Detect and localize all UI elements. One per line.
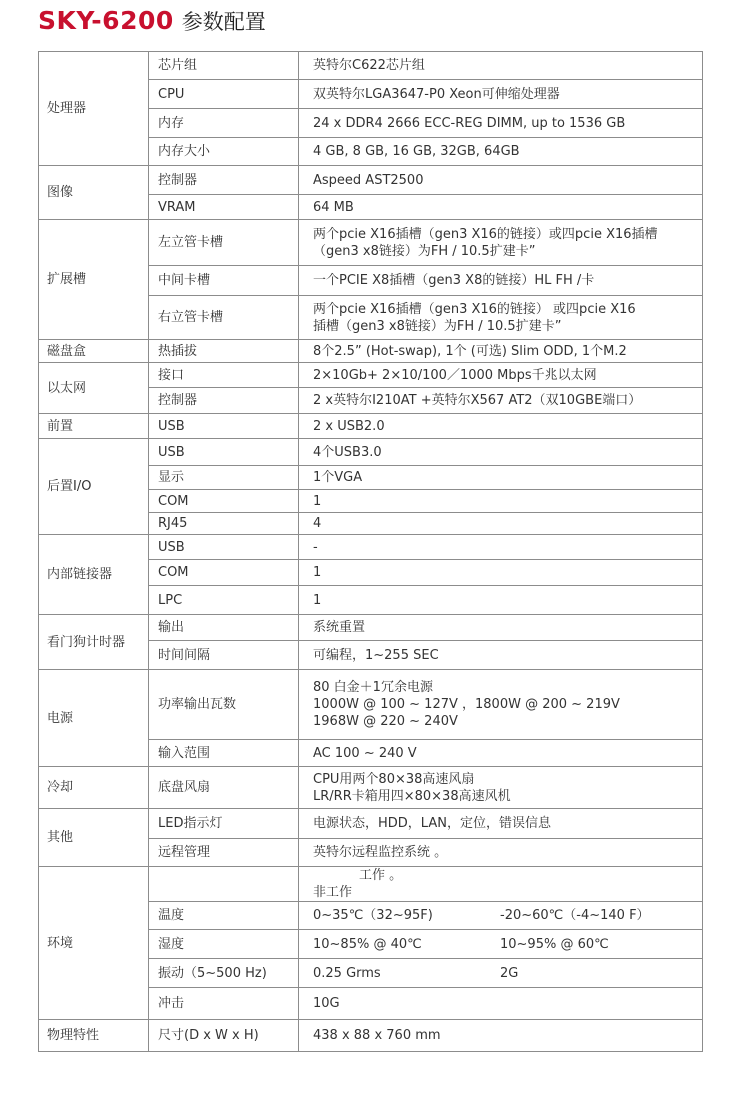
- item-cell: 尺寸(D x W x H): [149, 1020, 299, 1052]
- table-row: [39, 363, 703, 388]
- category-cell: 后置I/O: [39, 439, 149, 535]
- item-cell: [149, 867, 299, 902]
- value-cell: [299, 513, 703, 535]
- category-cell: 以太网: [39, 363, 149, 414]
- table-row: [39, 615, 703, 641]
- page-title: [38, 6, 266, 42]
- item-cell: 内存: [149, 109, 299, 138]
- non-operating-value: 2G: [500, 965, 519, 981]
- item-cell: 底盘风扇: [149, 767, 299, 809]
- item-cell: 芯片组: [149, 52, 299, 80]
- value-cell: [299, 109, 703, 138]
- value-line: 2 x英特尔I210AT +英特尔X567 AT2（双10GBE端口）: [313, 393, 642, 408]
- table-row: [39, 535, 703, 560]
- item-cell: 湿度: [149, 930, 299, 959]
- item-cell: RJ45: [149, 513, 299, 535]
- item-cell: 接口: [149, 363, 299, 388]
- operating-value: 工作 。: [359, 868, 403, 883]
- value-cell: [299, 1020, 703, 1052]
- item-cell: USB: [149, 414, 299, 439]
- value-cell: [299, 615, 703, 641]
- category-cell: 冷却: [39, 767, 149, 809]
- value-cell: [299, 80, 703, 109]
- non-operating-value: 非工作: [313, 885, 353, 900]
- operating-value: 0.25 Grms: [313, 965, 381, 981]
- item-cell: CPU: [149, 80, 299, 109]
- value-line: 4 GB, 8 GB, 16 GB, 32GB, 64GB: [313, 144, 520, 159]
- value-line: 1个VGA: [313, 470, 363, 485]
- value-line: 1: [313, 592, 322, 608]
- value-line: 英特尔C622芯片组: [313, 58, 425, 73]
- table-row: [39, 414, 703, 439]
- item-cell: USB: [149, 439, 299, 466]
- item-cell: 显示: [149, 466, 299, 490]
- value-line: -: [313, 539, 318, 555]
- value-cell: [299, 560, 703, 586]
- value-cell: [299, 439, 703, 466]
- table-row: [39, 166, 703, 195]
- item-cell: 输出: [149, 615, 299, 641]
- value-line: 1968W @ 220 ~ 240V: [313, 714, 458, 729]
- value-line: 1000W @ 100 ~ 127V ，1800W @ 200 ~ 219V: [313, 697, 620, 712]
- value-line: 两个pcie X16插槽（gen3 X16的链接） 或四pcie X16: [313, 301, 636, 317]
- item-cell: 右立管卡槽: [149, 296, 299, 340]
- item-cell: 中间卡槽: [149, 266, 299, 296]
- value-cell: [299, 839, 703, 867]
- value-cell: [299, 340, 703, 363]
- item-cell: LPC: [149, 586, 299, 615]
- value-cell: [299, 490, 703, 513]
- value-cell: [299, 296, 703, 340]
- value-line: （gen3 x8链接）为FH / 10.5扩建卡”: [313, 243, 536, 259]
- value-cell: [299, 220, 703, 266]
- value-line: AC 100 ~ 240 V: [313, 745, 417, 761]
- value-cell: [299, 52, 703, 80]
- value-line: Aspeed AST2500: [313, 172, 424, 188]
- item-cell: 功率输出瓦数: [149, 670, 299, 740]
- item-cell: COM: [149, 560, 299, 586]
- table-row: [39, 1020, 703, 1052]
- value-cell: [299, 586, 703, 615]
- value-cell: [299, 670, 703, 740]
- value-line: 438 x 88 x 760 mm: [313, 1028, 441, 1043]
- value-cell: [299, 959, 703, 988]
- value-cell: [299, 809, 703, 839]
- item-cell: 内存大小: [149, 138, 299, 166]
- title-text: 参数配置: [181, 10, 266, 34]
- value-cell: [299, 867, 703, 902]
- item-cell: 输入范围: [149, 740, 299, 767]
- value-cell: [299, 641, 703, 670]
- value-line: CPU用两个80×38高速风扇: [313, 771, 475, 787]
- value-cell: [299, 466, 703, 490]
- value-cell: [299, 388, 703, 414]
- value-cell: [299, 266, 703, 296]
- value-line: 2×10Gb+ 2×10/100／1000 Mbps千兆以太网: [313, 367, 597, 383]
- item-cell: USB: [149, 535, 299, 560]
- value-line: 电源状态，HDD，LAN，定位，错误信息: [313, 816, 551, 831]
- item-cell: 振动（5~500 Hz): [149, 959, 299, 988]
- non-operating-value: 10~95% @ 60℃: [500, 936, 609, 952]
- value-cell: [299, 930, 703, 959]
- value-line: 4个USB3.0: [313, 444, 382, 460]
- category-cell: 处理器: [39, 52, 149, 166]
- value-cell: [299, 902, 703, 930]
- value-line: 2 x USB2.0: [313, 418, 385, 434]
- value-line: 24 x DDR4 2666 ECC-REG DIMM, up to 1536 GB: [313, 115, 626, 131]
- value-cell: [299, 740, 703, 767]
- value-line: 系统重置: [313, 620, 366, 635]
- value-cell: [299, 166, 703, 195]
- value-line: 1: [313, 493, 322, 509]
- value-line: 64 MB: [313, 199, 354, 215]
- item-cell: 左立管卡槽: [149, 220, 299, 266]
- spec-table: [38, 51, 703, 1052]
- item-cell: 热插拔: [149, 340, 299, 363]
- item-cell: VRAM: [149, 195, 299, 220]
- category-cell: 其他: [39, 809, 149, 867]
- item-cell: LED指示灯: [149, 809, 299, 839]
- value-cell: [299, 195, 703, 220]
- category-cell: 环境: [39, 867, 149, 1020]
- value-line: 10G: [313, 996, 340, 1011]
- value-line: 8个2.5” (Hot-swap), 1个 (可选) Slim ODD, 1个M.2: [313, 343, 627, 359]
- non-operating-value: -20~60℃（-4~140 F）: [500, 908, 650, 923]
- category-cell: 扩展槽: [39, 220, 149, 340]
- table-row: [39, 439, 703, 466]
- value-line: LR/RR卡箱用四×80×38高速风机: [313, 788, 511, 804]
- value-line: 1: [313, 565, 322, 580]
- operating-value: 0~35℃（32~95F): [313, 908, 433, 923]
- category-cell: 磁盘盒: [39, 340, 149, 363]
- table-row: [39, 809, 703, 839]
- value-line: 4: [313, 516, 322, 531]
- value-cell: [299, 535, 703, 560]
- operating-value: 10~85% @ 40℃: [313, 936, 422, 952]
- value-line: 英特尔远程监控系统 。: [313, 845, 448, 860]
- table-row: [39, 52, 703, 80]
- item-cell: 温度: [149, 902, 299, 930]
- table-row: [39, 340, 703, 363]
- category-cell: 看门狗计时器: [39, 615, 149, 670]
- category-cell: 图像: [39, 166, 149, 220]
- item-cell: 远程管理: [149, 839, 299, 867]
- value-line: 插槽（gen3 x8链接）为FH / 10.5扩建卡”: [313, 318, 562, 334]
- item-cell: 控制器: [149, 388, 299, 414]
- category-cell: 前置: [39, 414, 149, 439]
- value-line: 80 白金＋1冗余电源: [313, 680, 433, 695]
- item-cell: COM: [149, 490, 299, 513]
- item-cell: 时间间隔: [149, 641, 299, 670]
- item-cell: 冲击: [149, 988, 299, 1020]
- category-cell: 内部链接器: [39, 535, 149, 615]
- value-line: 可编程，1~255 SEC: [313, 647, 439, 663]
- value-cell: [299, 138, 703, 166]
- category-cell: 物理特性: [39, 1020, 149, 1052]
- model-name: SKY-6200: [38, 6, 174, 35]
- table-row: [39, 767, 703, 809]
- value-line: 双英特尔LGA3647-P0 Xeon可伸缩处理器: [313, 86, 560, 102]
- value-line: 一个PCIE X8插槽（gen3 X8的链接）HL FH /卡: [313, 273, 595, 288]
- table-row: [39, 867, 703, 902]
- value-cell: [299, 988, 703, 1020]
- value-line: 两个pcie X16插槽（gen3 X16的链接）或四pcie X16插槽: [313, 226, 658, 242]
- value-cell: [299, 414, 703, 439]
- item-cell: 控制器: [149, 166, 299, 195]
- value-cell: [299, 767, 703, 809]
- table-row: [39, 670, 703, 740]
- value-cell: [299, 363, 703, 388]
- category-cell: 电源: [39, 670, 149, 767]
- table-row: [39, 220, 703, 266]
